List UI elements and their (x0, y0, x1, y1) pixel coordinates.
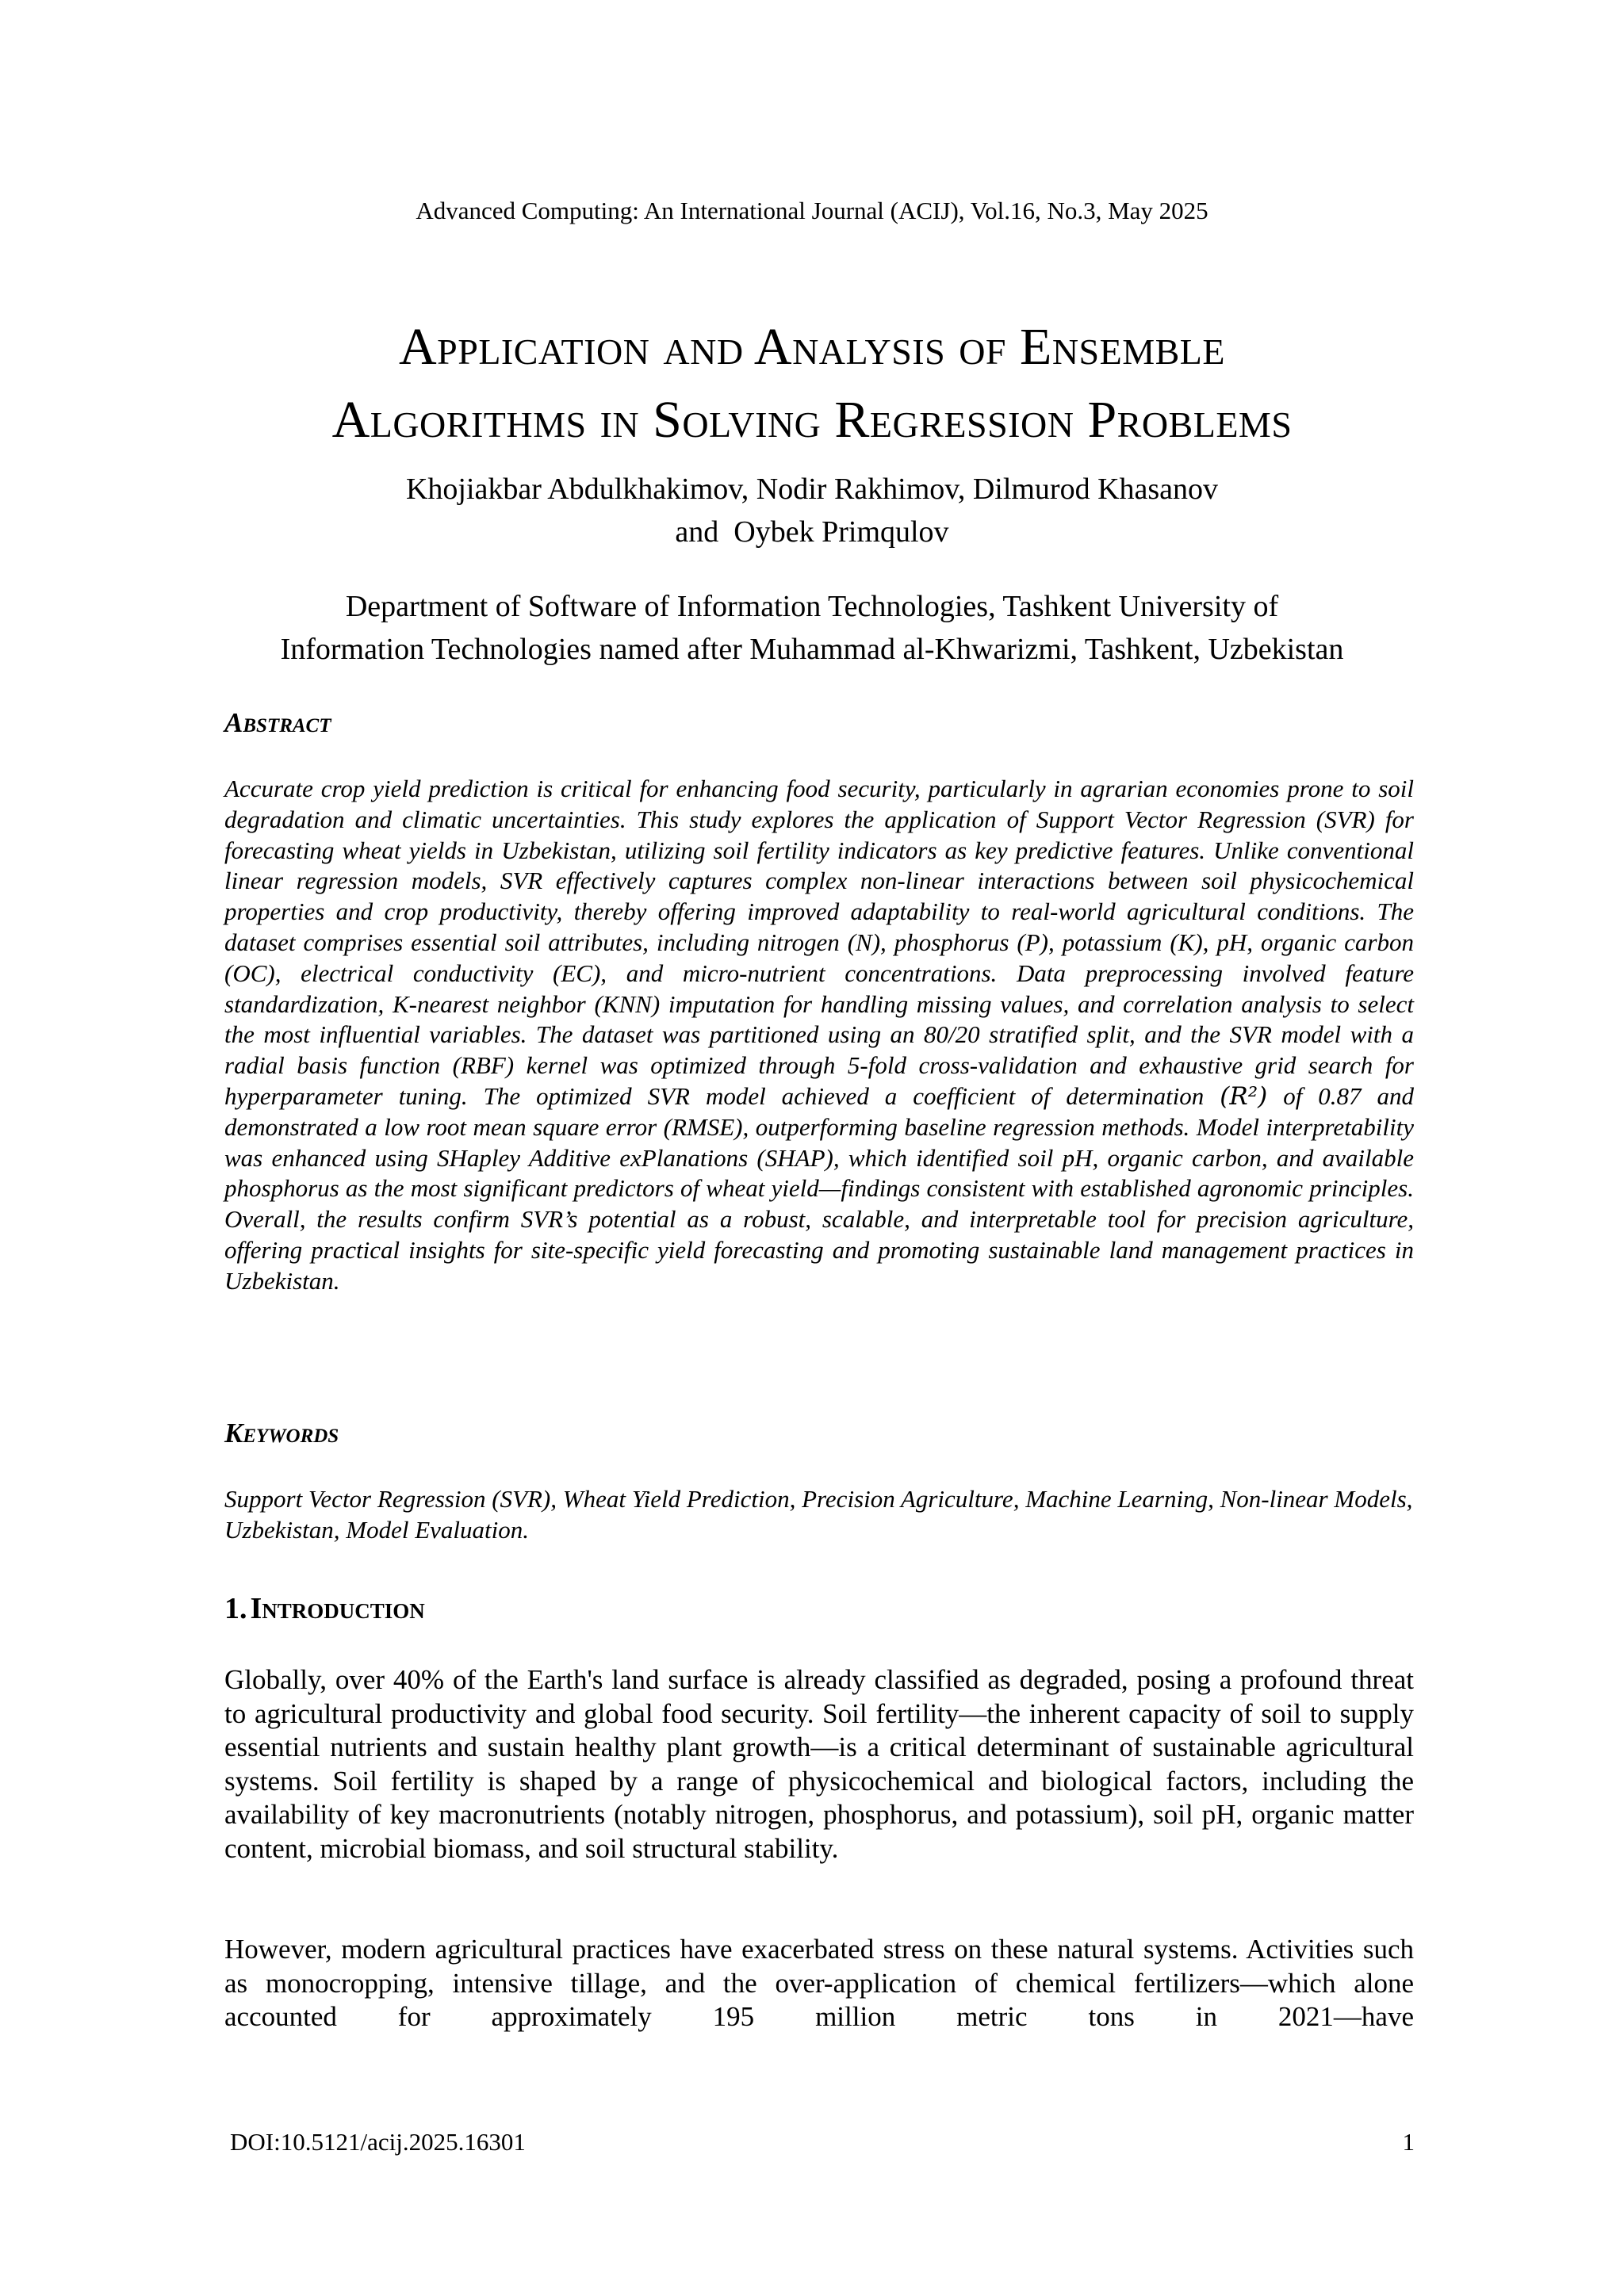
author-list (159, 468, 1465, 553)
affiliation-line-2: Information Technologies named after Muhammad al-Khwarizmi, Tashkent, Uzbekistan (280, 633, 1344, 666)
journal-header: Advanced Computing: An International Journal (ACIJ), Vol.16, No.3, May 2025 (416, 197, 1208, 224)
r-squared-formula: (R²) (1220, 1081, 1268, 1111)
page-number: 1 (1402, 2128, 1415, 2156)
title-line-2: Algorithms in Solving Regression Problems (331, 391, 1293, 449)
doi-footer: DOI:10.5121/acij.2025.16301 (230, 2128, 526, 2156)
abstract-heading: Abstract (224, 707, 331, 738)
intro-paragraph-2: However, modern agricultural practices have exacerbated stress on these natural systems. Activities such as monocropping, intensive tillage, and the over-application of chemical fertilizers—which alone accounted for approximately 195 million metric tons in 2021—have (224, 1934, 1414, 2032)
keywords-text: Support Vector Regression (SVR), Wheat Yield Prediction, Precision Agriculture, Machine Learning, Non-linear Models, Uzbekistan, Model Evaluation. (224, 1485, 1413, 1544)
paper-title (79, 311, 1545, 457)
section-title: Introduction (250, 1592, 425, 1625)
affiliation-line-1: Department of Software of Information Technologies, Tashkent University of (345, 590, 1279, 623)
abstract-text (224, 774, 1414, 1297)
abstract-text-part-1: Accurate crop yield prediction is critical for enhancing food security, particularly in agrarian economies prone to soil degradation and climatic uncertainties. This study explores the application of Support Vector Regression (SVR) for forecasting wheat yields in Uzbekistan, utilizing soil fertility indicators as key predictive features. Unlike conventional linear regression models, SVR effectively captures complex non-linear interactions between soil physicochemical properties and crop productivity, thereby offering improved adaptability to real-world agricultural conditions. The dataset comprises essential soil attributes, including nitrogen (N), phosphorus (P), potassium (K), pH, organic carbon (OC), electrical conductivity (EC), and micro-nutrient concentrations. Data preprocessing involved feature standardization, K-nearest neighbor (KNN) imputation for handling missing values, and correlation analysis to select the most influential variables. The dataset was partitioned using an 80/20 stratified split, and the SVR model with a radial basis function (RBF) kernel was optimized through 5-fold cross-validation and exhaustive grid search for hyperparameter tuning. The optimized SVR model achieved a coefficient of determination (224, 775, 1414, 1110)
introduction-heading (224, 1591, 425, 1626)
authors-line-1: Khojiakbar Abdulkhakimov, Nodir Rakhimov, Dilmurod Khasanov (405, 473, 1219, 506)
authors-line-2: and Oybek Primqulov (675, 515, 949, 549)
title-line-1: Application and Analysis of Ensemble (398, 318, 1226, 376)
abstract-text-part-2: of 0.87 and demonstrated a low root mean square error (RMSE), outperforming baseline regression methods. Model interpretability was enhanced using SHapley Additive exPlanations (SHAP), which identified soil pH, organic carbon, and available phosphorus as the most significant predictors of wheat yield—findings consistent with established agronomic principles. Overall, the results confirm SVR’s potential as a robust, scalable, and interpretable tool for precision agriculture, offering practical insights for site-specific yield forecasting and promoting sustainable land management practices in Uzbekistan. (224, 1081, 1415, 1295)
intro-paragraph-1: Globally, over 40% of the Earth's land surface is already classified as degraded, posing a profound threat to agricultural productivity and global food security. Soil fertility—the inherent capacity of soil to supply essential nutrients and sustain healthy plant growth—is a critical determinant of sustainable agricultural systems. Soil fertility is shaped by a range of physicochemical and biological factors, including the availability of key macronutrients (notably nitrogen, phosphorus, and potassium), soil pH, organic matter content, microbial biomass, and soil structural stability. (224, 1664, 1414, 1864)
keywords-heading: Keywords (224, 1418, 339, 1448)
section-number: 1. (224, 1592, 247, 1625)
affiliation (159, 585, 1465, 671)
